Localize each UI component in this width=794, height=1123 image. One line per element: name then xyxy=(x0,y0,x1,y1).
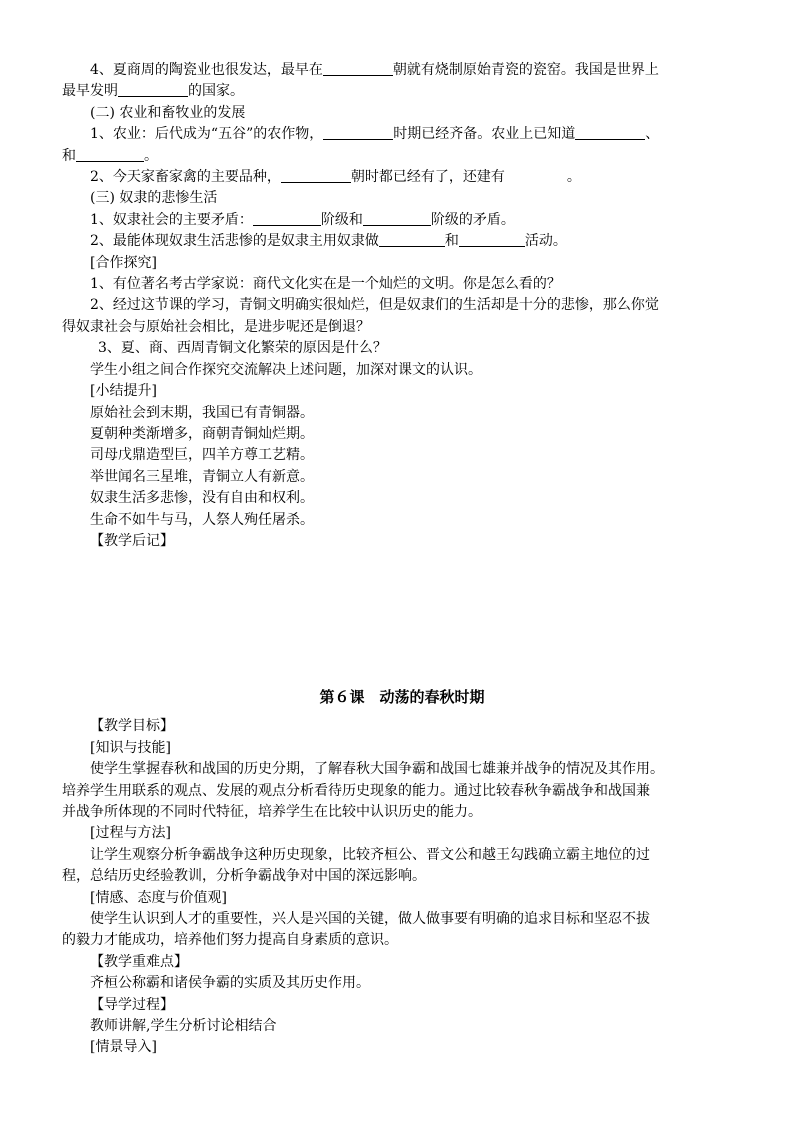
teaching-postscript-heading: 【教学后记】 xyxy=(90,532,174,549)
fill-blank[interactable] xyxy=(363,210,431,226)
emotion-text-line-2: 的毅力才能成功，培养他们努力提高自身素质的意识。 xyxy=(62,932,398,949)
question-4-line-2: 最早发明 的国家。 xyxy=(62,83,244,100)
fill-blank[interactable] xyxy=(323,60,393,76)
process-methods-heading: [过程与方法] xyxy=(90,825,171,842)
lesson-title: 第６课 动荡的春秋时期 xyxy=(319,688,485,707)
slave-item-2: 2、最能体现奴隶生活悲惨的是奴隶主用奴隶做 和 活动。 xyxy=(90,233,567,250)
summary-poem-line: 奴隶生活多悲惨，没有自由和权利。 xyxy=(90,490,314,507)
key-difficulties-heading: 【教学重难点】 xyxy=(90,953,188,970)
fill-blank[interactable] xyxy=(323,124,393,140)
inquiry-question-3: 3、夏、商、西周青铜文化繁荣的原因是什么？ xyxy=(98,340,387,357)
cooperative-inquiry-heading: [合作探究] xyxy=(90,254,157,271)
question-4-line-1: 4、夏商周的陶瓷业也很发达，最早在 朝就有烧制原始青瓷的瓷窑。我国是世界上 xyxy=(90,62,659,78)
process-text-line-1: 让学生观察分析争霸战争这种历史现象，比较齐桓公、晋文公和越王勾践确立霸主地位的过 xyxy=(90,846,650,863)
inquiry-note: 学生小组之间合作探究交流解决上述问题，加深对课文的认识。 xyxy=(90,361,482,378)
inquiry-question-2-line-2: 得奴隶社会与原始社会相比，是进步呢还是倒退？ xyxy=(62,318,370,335)
agriculture-item-2: 2、今天家畜家禽的主要品种， 朝时都已经有了，还建有 。 xyxy=(90,169,581,186)
guided-process-heading: 【导学过程】 xyxy=(90,996,174,1013)
fill-blank[interactable] xyxy=(459,231,525,247)
fill-blank[interactable] xyxy=(118,81,188,97)
knowledge-text-line-2: 培养学生用联系的观点、发展的观点分析看待历史现象的能力。通过比较春秋争霸战争和战国兼 xyxy=(62,782,650,799)
emotion-text-line-1: 使学生认识到人才的重要性，兴人是兴国的关键，做人做事要有明确的追求目标和坚忍不拔 xyxy=(90,911,650,927)
fill-blank[interactable] xyxy=(281,167,351,183)
key-difficulties-text: 齐桓公称霸和诸侯争霸的实质及其历史作用。 xyxy=(90,975,370,992)
section-heading-slave-life: (三) 奴隶的悲惨生活 xyxy=(90,190,218,207)
fill-blank[interactable] xyxy=(379,231,445,247)
inquiry-question-2-line-1: 2、经过这节课的学习，青铜文明确实很灿烂，但是奴隶们的生活却是十分的悲惨，那么你觉 xyxy=(90,297,659,314)
inquiry-question-1: 1、有位著名考古学家说：商代文化实在是一个灿烂的文明。你是怎么看的？ xyxy=(90,276,561,293)
process-text-line-2: 程，总结历史经验教训，分析争霸战争对中国的深远影响。 xyxy=(62,868,426,885)
emotion-values-heading: [情感、态度与价值观] xyxy=(90,889,227,906)
fill-blank[interactable] xyxy=(253,210,321,226)
summary-heading: [小结提升] xyxy=(90,383,157,400)
summary-poem-line: 举世闻名三星堆，青铜立人有新意。 xyxy=(90,468,314,485)
agriculture-item-1: 1、农业：后代成为“五谷”的农作物， 时期已经齐备。农业上已知道 、 xyxy=(90,126,660,143)
summary-poem-line: 原始社会到末期，我国已有青铜器。 xyxy=(90,404,314,421)
agriculture-item-1-cont: 和 。 xyxy=(62,147,158,164)
slave-item-1: 1、奴隶社会的主要矛盾： 阶级和 阶级的矛盾。 xyxy=(90,211,515,228)
guided-process-text: 教师讲解,学生分析讨论相结合 xyxy=(90,1018,277,1035)
summary-poem-line: 司母戊鼎造型巨，四羊方尊工艺精。 xyxy=(90,447,314,464)
section-heading-agriculture: (二) 农业和畜牧业的发展 xyxy=(90,104,246,121)
knowledge-text-line-3: 并战争所体现的不同时代特征，培养学生在比较中认识历史的能力。 xyxy=(62,803,482,820)
summary-poem-line: 生命不如牛与马，人祭人殉任屠杀。 xyxy=(90,511,314,528)
knowledge-text-line-1: 使学生掌握春秋和战国的历史分期，了解春秋大国争霸和战国七雄兼并战争的情况及其作用。 xyxy=(90,761,664,778)
knowledge-skills-heading: [知识与技能] xyxy=(90,739,171,756)
scenario-intro-heading: [情景导入] xyxy=(90,1039,157,1056)
fill-blank[interactable] xyxy=(575,124,645,140)
fill-blank[interactable] xyxy=(76,146,144,162)
teaching-goals-heading: 【教学目标】 xyxy=(90,718,174,735)
summary-poem-line: 夏朝种类渐增多，商朝青铜灿烂期。 xyxy=(90,425,314,442)
document-page xyxy=(62,60,742,1059)
